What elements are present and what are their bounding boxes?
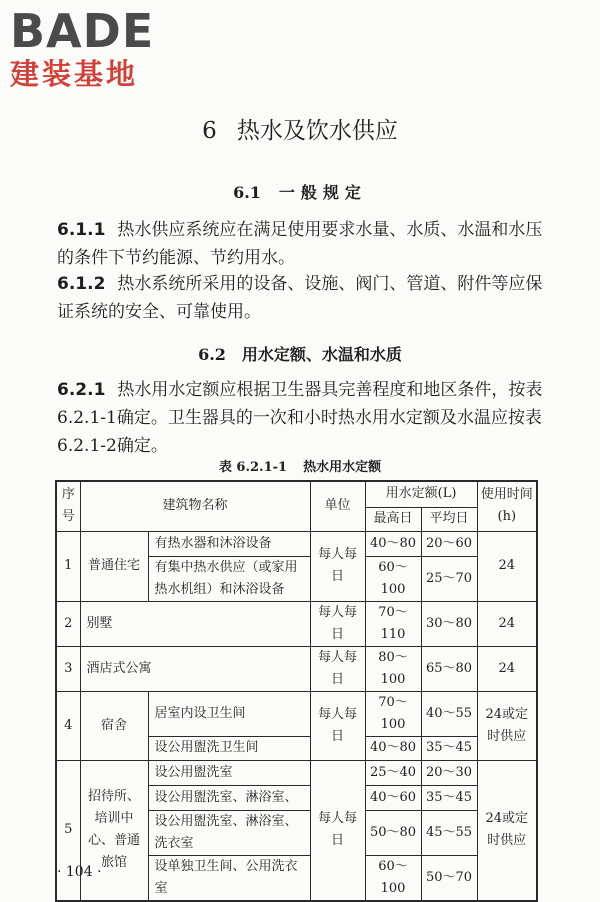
table-row (56, 646, 537, 691)
cell-name: 设单独卫生间、公用洗衣室 (148, 855, 310, 901)
cell-avg: 25～70 (421, 556, 477, 601)
clause-number: 6.2.1 (57, 380, 106, 400)
publisher-logo (10, 6, 185, 96)
table-title: 热水用水定额 (303, 460, 382, 475)
section-6-2-heading (0, 342, 600, 365)
cell-max: 80～100 (365, 646, 421, 691)
clause-text: 热水供应系统应在满足使用要求水量、水质、水温和水压的条件下节约能源、节约用水。 (57, 220, 543, 268)
cell-name: 设公用盥洗卫生间 (148, 736, 310, 760)
cell-hours: 24或定时供应 (477, 760, 537, 901)
table-row (56, 691, 537, 736)
cell-seq: 3 (56, 646, 80, 691)
clause-6-1-2 (57, 270, 547, 326)
cell-avg: 20～60 (421, 531, 477, 556)
header-unit: 单位 (310, 481, 365, 531)
cell-seq: 1 (56, 531, 80, 601)
cell-max: 60～100 (365, 556, 421, 601)
logo-mark: BADE (10, 4, 155, 58)
cell-unit: 每人每日 (310, 646, 365, 691)
cell-seq: 2 (56, 601, 80, 646)
cell-hours: 24或定时供应 (477, 691, 537, 760)
cell-category: 宿舍 (80, 691, 148, 760)
cell-category: 普通住宅 (80, 531, 148, 601)
table-row (56, 760, 537, 785)
section-6-1-heading (0, 180, 600, 203)
section-number: 6.1 (233, 183, 261, 202)
cell-name: 居室内设卫生间 (148, 691, 310, 736)
header-quota: 用水定额(L) (365, 481, 477, 507)
cell-max: 40～80 (365, 736, 421, 760)
header-max-day: 最高日 (365, 507, 421, 531)
cell-name: 设公用盥洗室、淋浴室、 (148, 785, 310, 810)
cell-category: 招待所、培训中心、普通旅馆 (80, 760, 148, 901)
page-number: · 104 · (57, 864, 102, 880)
logo-subtitle: 建装基地 (10, 57, 139, 91)
cell-avg: 50～70 (421, 855, 477, 901)
header-building: 建筑物名称 (80, 481, 310, 531)
cell-max: 70～100 (365, 691, 421, 736)
cell-unit: 每人每日 (310, 531, 365, 601)
cell-avg: 20～30 (421, 760, 477, 785)
cell-name: 有热水器和沐浴设备 (148, 531, 310, 556)
clause-number: 6.1.2 (57, 274, 106, 294)
cell-max: 60～100 (365, 855, 421, 901)
cell-avg: 65～80 (421, 646, 477, 691)
cell-name: 设公用盥洗室 (148, 760, 310, 785)
section-title-text: 用水定额、水温和水质 (241, 345, 402, 364)
cell-avg: 45～55 (421, 810, 477, 855)
cell-hours: 24 (477, 531, 537, 601)
hot-water-quota-table (55, 480, 538, 902)
chapter-title-text: 热水及饮水供应 (236, 118, 398, 144)
cell-max: 40～80 (365, 531, 421, 556)
cell-avg: 35～45 (421, 785, 477, 810)
cell-name: 设公用盥洗室、淋浴室、洗衣室 (148, 810, 310, 855)
cell-avg: 35～45 (421, 736, 477, 760)
cell-avg: 40～55 (421, 691, 477, 736)
clause-6-1-1 (57, 216, 547, 272)
cell-max: 40～60 (365, 785, 421, 810)
cell-max: 70～110 (365, 601, 421, 646)
clause-text: 热水用水定额应根据卫生器具完善程度和地区条件，按表6.2.1-1确定。卫生器具的一次和小时热水用水定额及水温应按表6.2.1-2确定。 (57, 380, 543, 456)
cell-hours: 24 (477, 601, 537, 646)
cell-seq: 4 (56, 691, 80, 760)
clause-text: 热水系统所采用的设备、设施、阀门、管道、附件等应保证系统的安全、可靠使用。 (57, 274, 543, 322)
table-number: 表 6.2.1-1 (218, 460, 288, 475)
cell-max: 25～40 (365, 760, 421, 785)
table-row (56, 531, 537, 556)
table-row (56, 601, 537, 646)
cell-unit: 每人每日 (310, 601, 365, 646)
section-title-text: 一般规定 (278, 183, 367, 202)
header-hours: 使用时间(h) (477, 481, 537, 531)
chapter-number: 6 (202, 118, 217, 144)
table-caption (0, 456, 600, 475)
cell-hours: 24 (477, 646, 537, 691)
clause-6-2-1 (57, 376, 547, 460)
cell-name: 酒店式公寓 (80, 646, 310, 691)
header-seq: 序号 (56, 481, 80, 531)
section-number: 6.2 (198, 345, 226, 364)
cell-unit: 每人每日 (310, 691, 365, 760)
cell-seq: 5 (56, 760, 80, 901)
cell-max: 50～80 (365, 810, 421, 855)
clause-number: 6.1.1 (57, 220, 106, 240)
cell-unit: 每人每日 (310, 760, 365, 901)
header-avg-day: 平均日 (421, 507, 477, 531)
cell-name: 有集中热水供应（或家用热水机组）和沐浴设备 (148, 556, 310, 601)
cell-avg: 30～80 (421, 601, 477, 646)
chapter-title (0, 112, 600, 145)
cell-name: 别墅 (80, 601, 310, 646)
